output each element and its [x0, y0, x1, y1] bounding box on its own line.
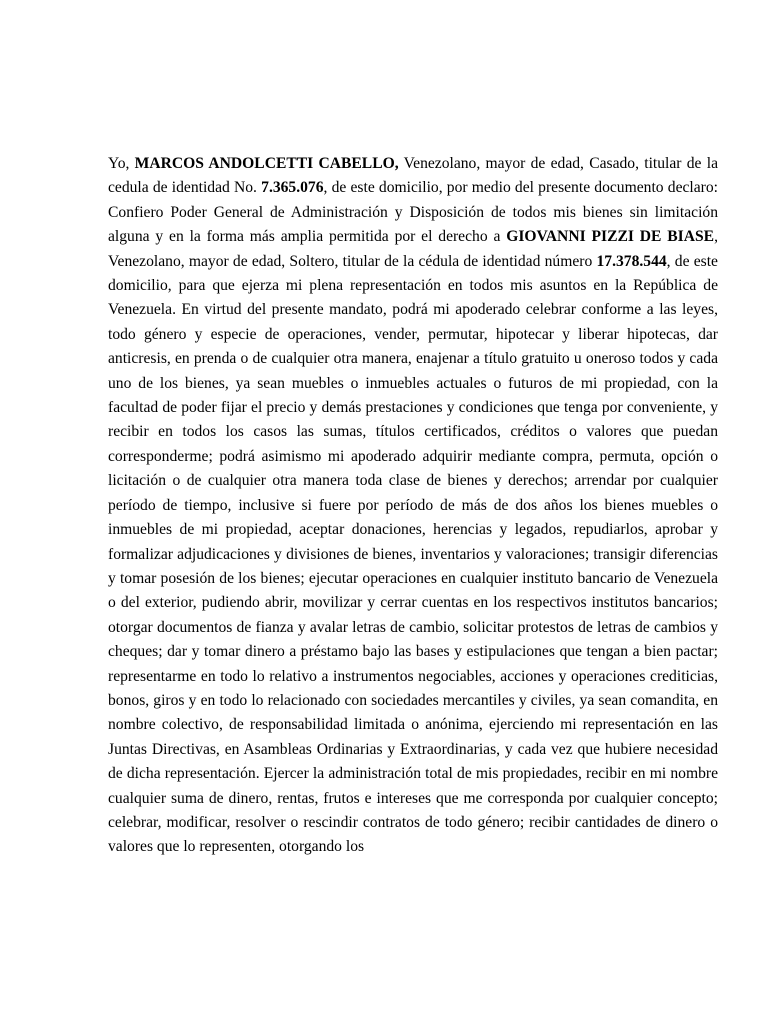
powers-text: , de este domicilio, para que ejerza mi plena representación en todos mis asuntos en la República de Venezuela. En virtud del presente mandato, podrá mi apoderado celebrar conforme a las leyes, todo género y especie de operaciones, vender, permutar, hipotecar y liberar hipotecas, dar anticresis, en prenda o de cualquier otra manera, enajenar a título gratuito u oneroso todos y cada uno de los bienes, ya sean muebles o inmuebles actuales o futuros de mi propiedad, con la facultad de poder fijar el precio y demás prestaciones y condiciones que tenga por conveniente, y recibir en todos los casos las sumas, títulos certificados, créditos o valores que puedan corresponderme; podrá asimismo mi apoderado adquirir mediante compra, permuta, opción o licitación o de cualquier otra manera toda clase de bienes y derechos; arrendar por cualquier período de tiempo, inclusive si fuere por período de más de dos años los bienes muebles o inmuebles de mi propiedad, aceptar donaciones, herencias y legados, repudiarlos, aprobar y formalizar adjudicaciones y divisiones de bienes, inventarios y valoraciones; transigir diferencias y tomar posesión de los bienes; ejecutar operaciones en cualquier instituto bancario de Venezuela o del exterior, pudiendo abrir, movilizar y cerrar cuentas en los respectivos institutos bancarios; otorgar documentos de fianza y avalar letras de cambio, solicitar protestos de letras de cambios y cheques; dar y tomar dinero a préstamo bajo las bases y estipulaciones que tengan a bien pactar; representarme en todo lo relativo a instrumentos negociables, acciones y operaciones crediticias, bonos, giros y en todo lo relacionado con sociedades mercantiles y civiles, ya sean comandita, en nombre colectivo, de responsabilidad limitada o anónima, ejerciendo mi representación en las Juntas Directivas, en Asambleas Ordinarias y Extraordinarias, y cada vez que hubiere necesidad de dicha representación. Ejercer la administración total de mis propiedades, recibir en mi nombre cualquier suma de dinero, rentas, frutos e intereses que me corresponda por cualquier concepto; celebrar, modificar, resolver o rescindir contratos de todo género; recibir cantidades de dinero o valores que lo representen, otorgando los	[108, 252, 718, 856]
grantor-id-number: 7.365.076	[261, 179, 324, 197]
intro-text: Yo,	[108, 155, 135, 172]
attorney-id-number: 17.378.544	[596, 252, 667, 270]
grantor-name: MARCOS ANDOLCETTI CABELLO,	[134, 155, 399, 172]
document-page	[108, 152, 718, 860]
power-grant-text: , de este domicilio, por medio del presente documento declaro: Confiero Poder General de Administración y Disposición de todos mis bienes sin limitación alguna y en la forma más amplia permitida por el derecho a	[108, 179, 718, 246]
body-paragraph	[108, 152, 718, 860]
attorney-details-text: , Venezolano, mayor de edad, Soltero, titular de la cédula de identidad número	[108, 228, 718, 270]
attorney-name: GIOVANNI PIZZI DE BIASE	[506, 228, 715, 246]
grantor-details-text: Venezolano, mayor de edad, Casado, titular de la cedula de identidad No.	[108, 155, 718, 197]
